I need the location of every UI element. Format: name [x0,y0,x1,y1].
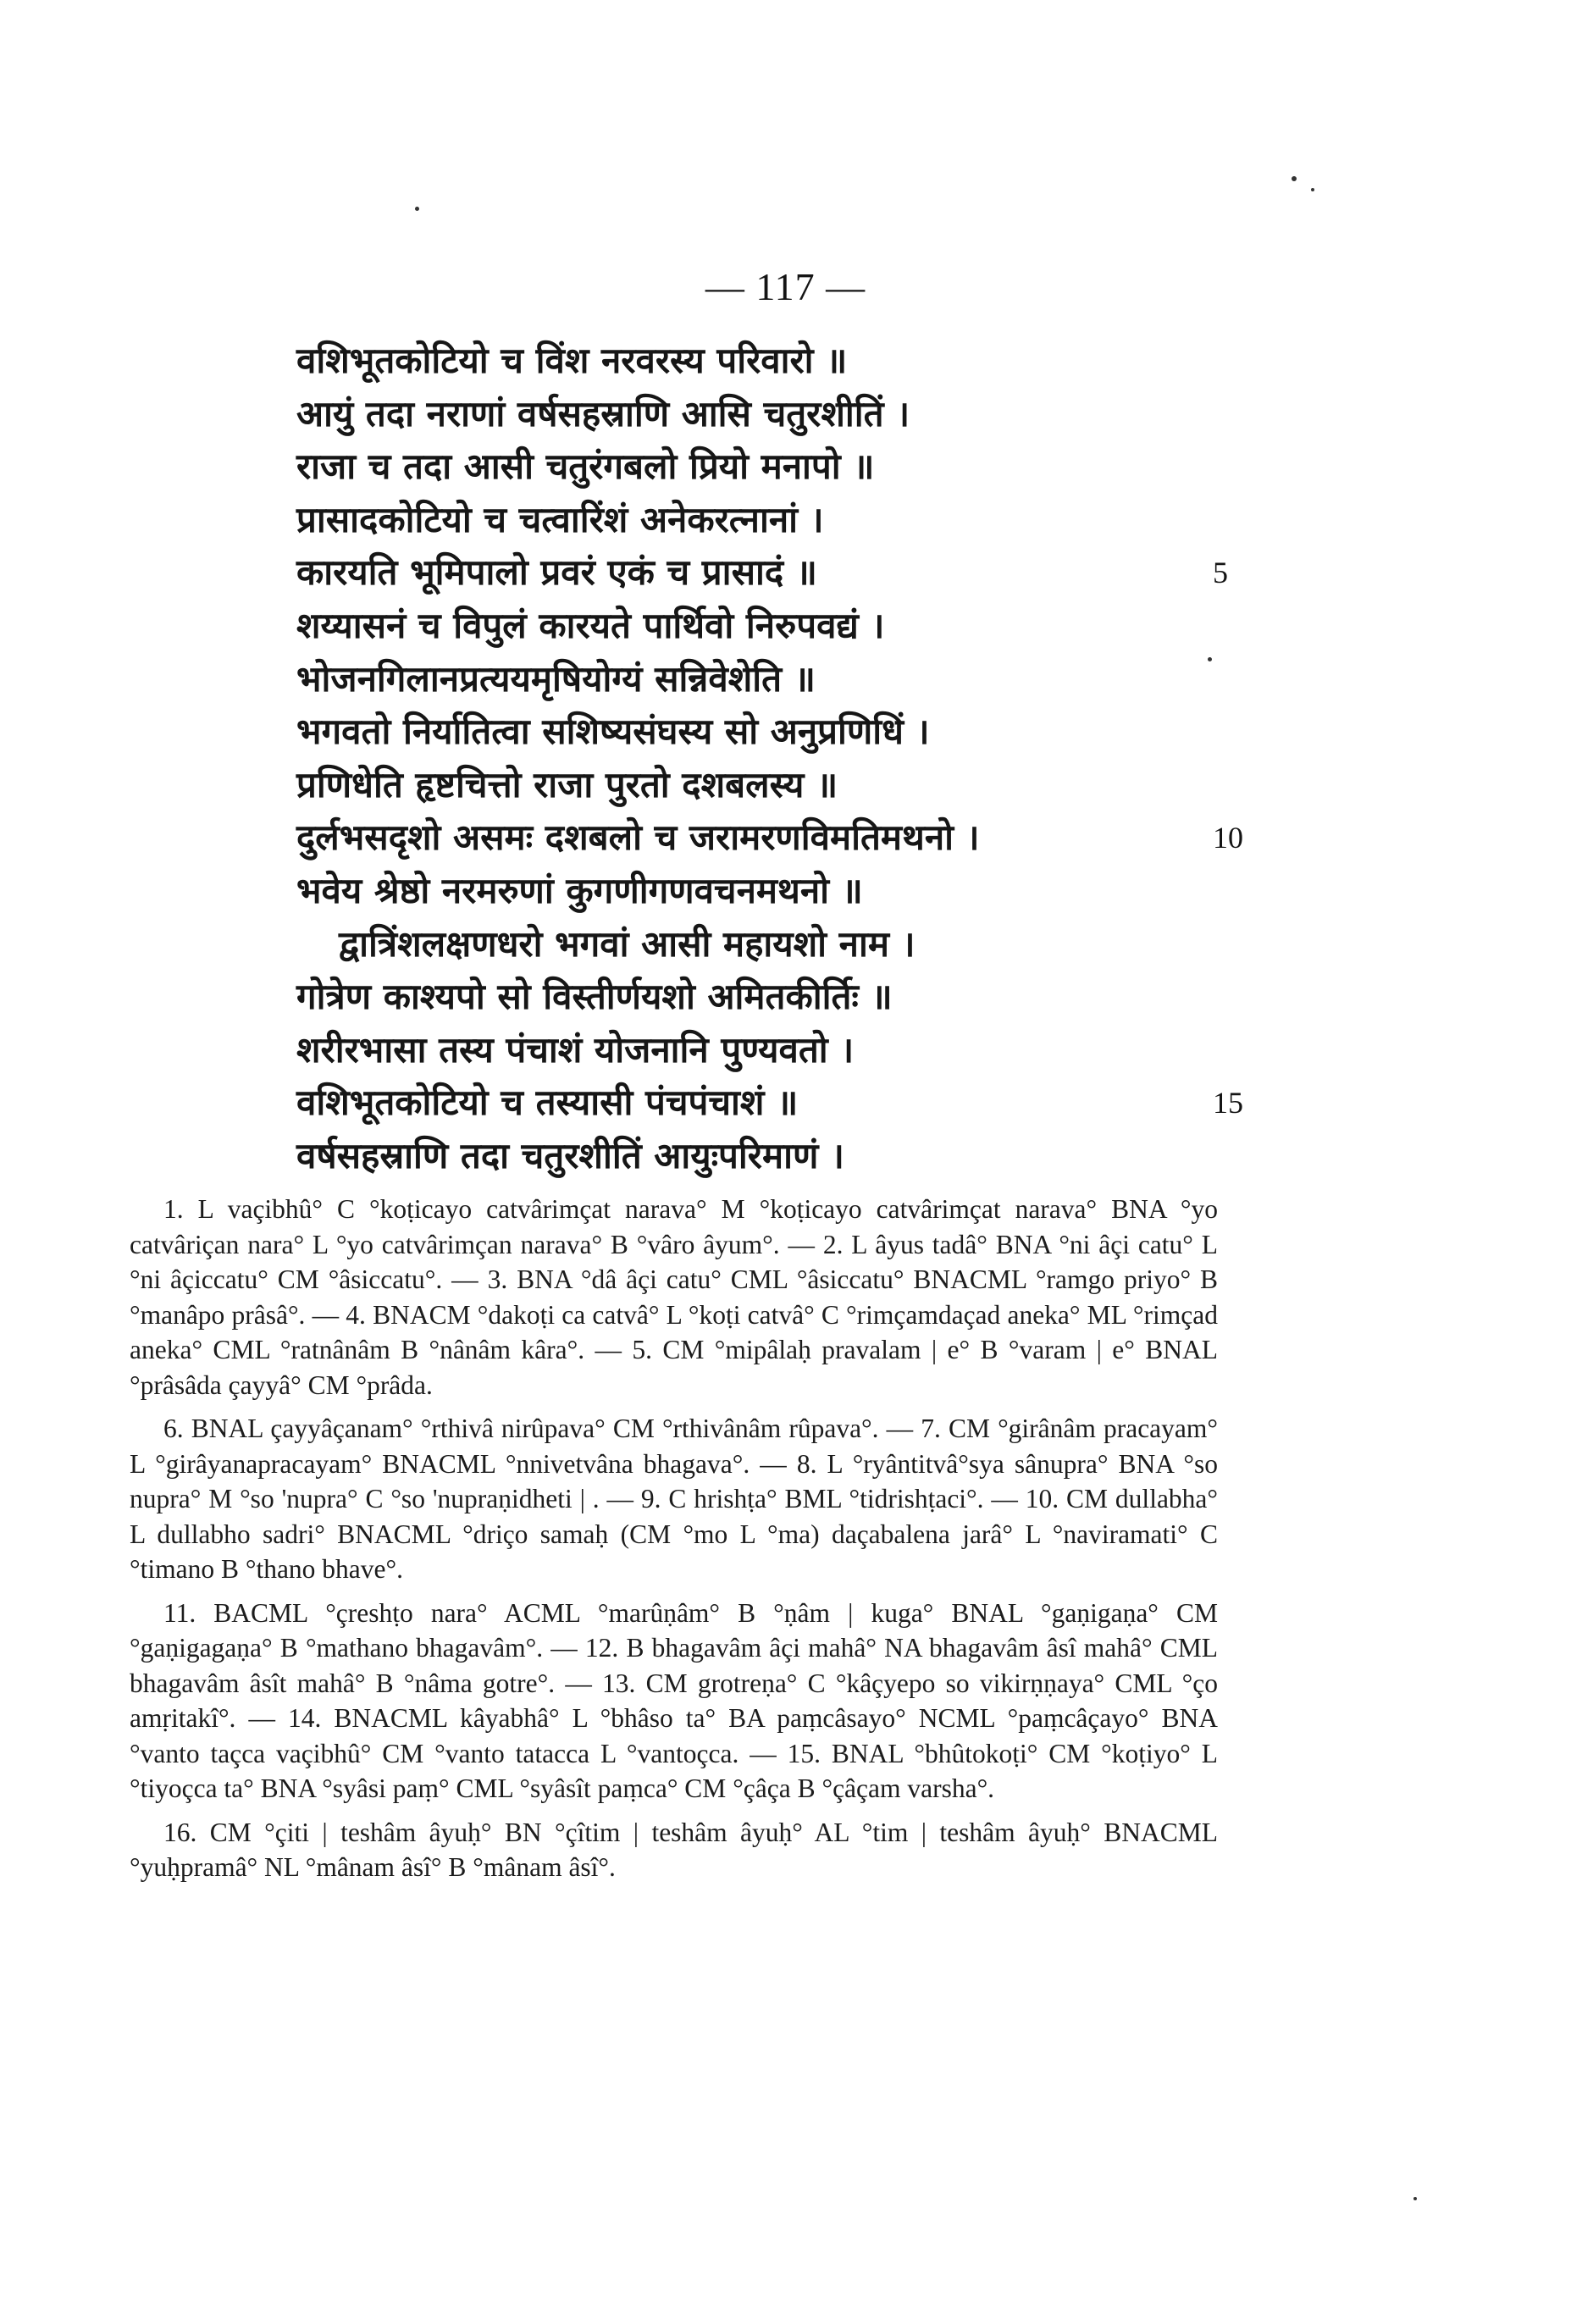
verse-line [0,494,1571,547]
verse-line [0,706,1571,759]
line-number: 5 [1213,556,1228,590]
note-paragraph: 1. L vaçibhû° C °koṭicayo catvârimçat narava° M °koṭicayo catvârimçat narava° BNA °yo catvâriçan nara° L °yo catvârimçan narava° B °vâro âyum°. — 2. L âyus tadâ° BNA °ni âçi catu° L °ni âçiccatu° CM °âsiccatu°. — 3. BNA °dâ âçi catu° CML °âsiccatu° BNACML °ramgo priyo° B °manâpo prâsâ°. — 4. BNACM °dakoṭi ca catvâ° L °koṭi catvâ° C °rimçamdaçad aneka° ML °rimçad aneka° CML °ratnânâm B °nânâm kâra°. — 5. CM °mipâlaḥ pravalam | e° B °varam | e° BNAL °prâsâda çayyâ° CM °prâda. [130,1194,1218,1400]
page-number: — 117 — [705,265,866,308]
verse-line-text: द्वात्रिंशलक्षणधरो भगवां आसी महायशो नाम । [339,922,915,965]
verse-line-text: वशिभूतकोटियो च तस्यासी पंचपंचाशं ॥ [296,1082,799,1124]
verse-line [0,1024,1571,1077]
line-number: 15 [1213,1086,1243,1120]
scan-speck [1208,657,1212,661]
verse-line [0,1076,1571,1130]
verse-line [0,335,1571,388]
note-paragraph: 16. CM °çiti | teshâm âyuḥ° BN °çîtim | teshâm âyuḥ° AL °tim | teshâm âyuḥ° BNACML °yuḥpramâ° NL °mânam âsî° B °mânam âsî°. [130,1817,1218,1882]
verse-line [0,865,1571,918]
verse-line-text: वशिभूतकोटियो च विंश नरवरस्य परिवारो ॥ [296,340,848,381]
verse-line [0,1130,1571,1183]
verse-line [0,440,1571,494]
verse-line-text: राजा च तदा आसी चतुरंगबलो प्रियो मनापो ॥ [296,445,875,488]
verse-line-text: भोजनगिलानप्रत्ययमृषियोग्यं सन्निवेशेति ॥ [296,657,816,700]
sanskrit-verse-block [0,335,1571,1183]
verse-line-text: वर्षसहस्राणि तदा चतुरशीतिं आयुःपरिमाणं । [296,1134,844,1176]
scan-speck [1311,188,1314,191]
verse-line [0,918,1571,971]
scan-speck [1292,176,1297,181]
line-number: 10 [1213,821,1243,855]
verse-line-text: गोत्रेण काश्यपो सो विस्तीर्णयशो अमितकीर्तिः ॥ [296,976,893,1018]
verse-line [0,759,1571,812]
scan-speck [415,207,419,211]
verse-line-text: प्रणिधेति हृष्टचित्तो राजा पुरतो दशबलस्य ॥ [296,763,838,805]
verse-line-text: शय्यासनं च विपुलं कारयते पार्थिवो निरुपवद्यं । [296,604,885,646]
verse-line-text: दुर्लभसदृशो असमः दशबलो च जरामरणविमतिमथनो । [296,816,980,859]
verse-line [0,546,1571,600]
verse-line-text: भवेय श्रेष्ठो नरमरुणां कुगणीगणवचनमथनो ॥ [296,869,863,911]
note-paragraph: 11. BACML °çreshṭo nara° ACML °marûṇâm° B °ṇâm | kuga° BNAL °gaṇigaṇa° CM °gaṇigagaṇa° B °mathano bhagavâm°. — 12. B bhagavâm âçi mahâ° NA bhagavâm âsî mahâ° CML bhagavâm âsît mahâ° B °nâma gotre°. — 13. CM grotreṇa° C °kâçyepo so vikirṇṇaya° CML °ço amṛitakî°. — 14. BNACML kâyabhâ° L °bhâso ta° BA paṃcâsayo° NCML °paṃcâçayo° BNA °vanto taçca vaçibhû° CM °vanto tatacca L °vantoçca. — 15. BNAL °bhûtokoṭi° CM °koṭiyo° L °tiyoçca ta° BNA °syâsi paṃ° CML °syâsît paṃca° CM °çâça B °çâçam varsha°. [130,1597,1218,1803]
verse-line-text: प्रासादकोटियो च चत्वारिंशं अनेकरत्नानां । [296,498,824,540]
verse-line-text: कारयति भूमिपालो प्रवरं एकं च प्रासादं ॥ [296,551,817,594]
verse-line [0,600,1571,653]
verse-line-text: आयुं तदा नराणां वर्षसहस्राणि आसि चतुरशीतिं । [296,392,910,434]
verse-line [0,653,1571,706]
critical-apparatus-notes [130,1192,1218,1894]
verse-line [0,971,1571,1024]
verse-line [0,388,1571,441]
note-paragraph: 6. BNAL çayyâçanam° °rthivâ nirûpava° CM °rthivânâm rûpava°. — 7. CM °girânâm pracayam° L °girâyanapracayam° BNACML °nnivetvâna bhagava°. — 8. L °ryântitvâ°sya sânupra° BNA °so nupra° M °so 'nupra° C °so 'nupraṇidheti | . — 9. C hrishṭa° BML °tidrishṭaci°. — 10. CM dullabha° L dullabho sadri° BNACML °driço samaḥ (CM °mo L °ma) daçabalena jarâ° L °naviramati° C °timano B °thano bhave°. [130,1414,1218,1584]
verse-line [0,811,1571,865]
scan-speck [1413,2197,1417,2200]
verse-line-text: शरीरभासा तस्य पंचाशं योजनानि पुण्यवतो । [296,1028,855,1071]
verse-line-text: भगवतो निर्यातित्वा सशिष्यसंघस्य सो अनुप्रणिधिं । [296,711,930,753]
